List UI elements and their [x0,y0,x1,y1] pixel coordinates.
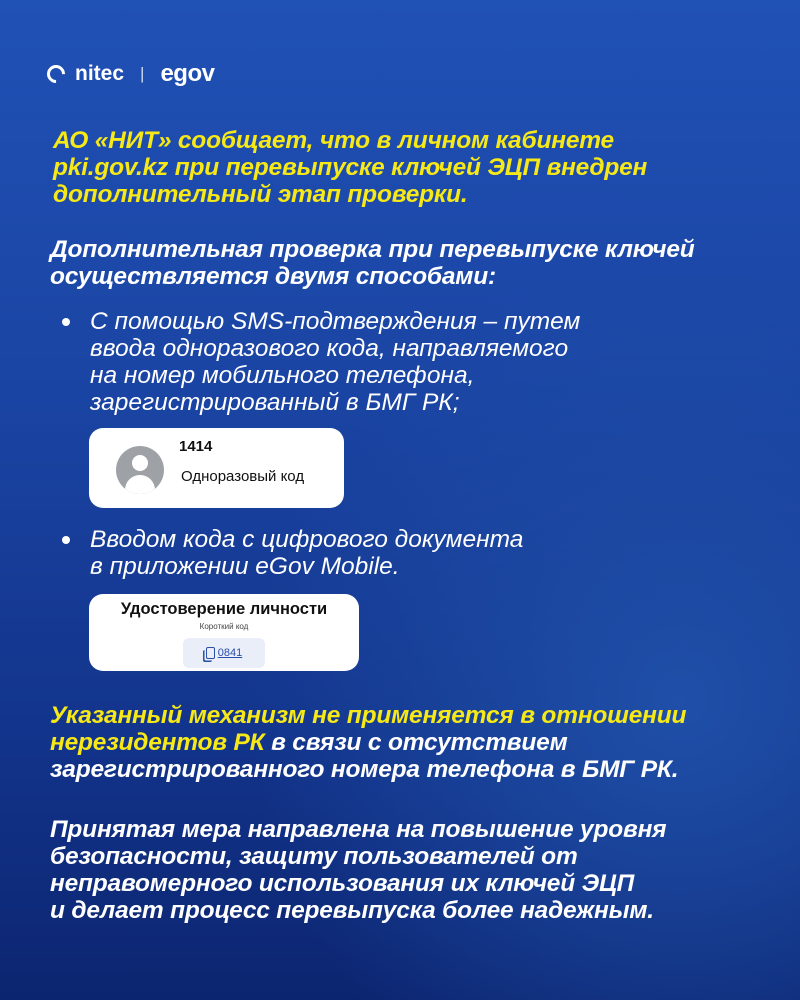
closing-line: неправомерного использования их ключей ЭЦП [50,870,635,897]
document-title: Удостоверение личности [120,600,328,618]
heading-line: осуществляется двумя способами: [50,263,496,290]
short-code: 0841 [217,647,243,659]
egov-logo: egov [160,60,215,87]
user-avatar-icon [116,446,164,494]
notice-highlight: нерезидентов РК [50,729,265,756]
bullet-icon [62,536,70,544]
sms-sender: 1414 [179,438,213,455]
document-subtitle: Короткий код [199,622,249,631]
intro-line: дополнительный этап проверки. [53,181,468,208]
bullet-icon [62,318,70,326]
methods-heading [50,236,695,290]
intro-text [53,127,647,208]
heading-line: Дополнительная проверка при перевыпуске ключей [50,236,695,263]
notice-line: зарегистрированного номера телефона в БМГ РК. [50,756,679,783]
bullet-line: в приложении eGov Mobile. [90,553,400,580]
closing-line: безопасности, защиту пользователей от [50,843,578,870]
closing-line: и делает процесс перевыпуска более надежным. [50,897,654,924]
logo [47,60,214,88]
bullet-line: ввода одноразового кода, направляемого [90,335,569,362]
bullet-egov [62,526,523,580]
notice-line: Указанный механизм не применяется в отношении [50,702,687,729]
bullet-line: Вводом кода с цифрового документа [90,526,524,553]
bullet-line: зарегистрированный в БМГ РК; [90,389,460,416]
closing-text [50,816,666,924]
closing-line: Принятая мера направлена на повышение уровня [50,816,667,843]
logo-divider: | [140,64,145,83]
nitec-logo-icon [43,61,68,86]
short-code-button[interactable] [183,638,265,668]
notice-text [50,702,686,783]
intro-line: pki.gov.kz при перевыпуске ключей ЭЦП внедрен [53,154,648,181]
nitec-logo: nitec [75,62,125,85]
bullet-sms [62,308,580,416]
sms-message: Одноразовый код [181,468,305,485]
copy-icon [206,647,215,659]
bullet-line: С помощью SMS-подтверждения – путем [90,308,581,335]
notice-line [50,729,686,756]
document-card [89,594,359,671]
notice-rest: в связи с отсутствием [264,729,568,756]
bullet-line: на номер мобильного телефона, [90,362,475,389]
intro-line: АО «НИТ» сообщает, что в личном кабинете [53,127,614,154]
sms-card [89,428,344,508]
